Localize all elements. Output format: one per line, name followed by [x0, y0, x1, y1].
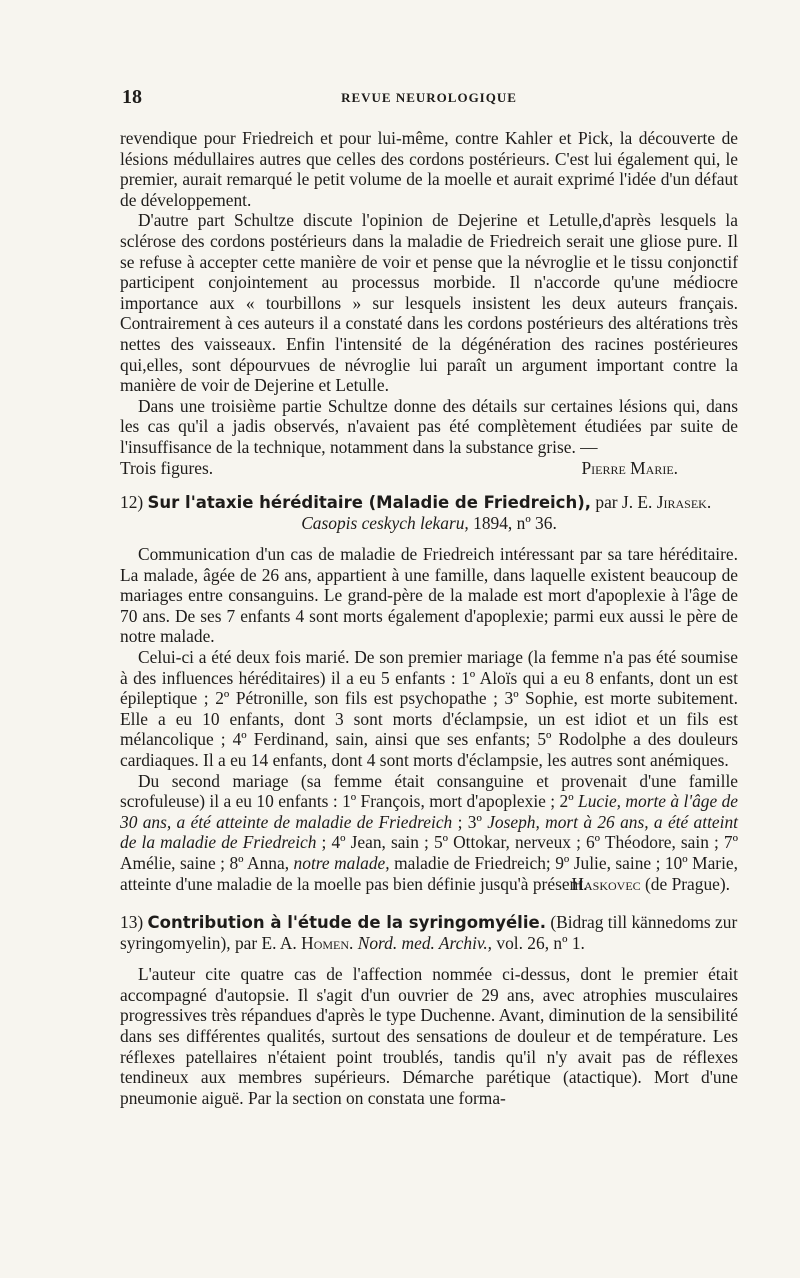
review-author: Homen. [301, 933, 354, 954]
journal-name: Casopis ceskych lekaru, [301, 513, 469, 534]
running-head [120, 86, 738, 114]
journal-name: Nord. med. Archiv., [357, 933, 493, 954]
review-number: 12) [120, 492, 144, 513]
paragraph: L'auteur cite quatre cas de l'affection nommée ci-dessus, dont le premier était accompagné d'autopsie. Il s'agit d'un ouvrier de 29 ans, avec atrophies musculaires progressives très répandues d'après le type Duchenne. Avant, diminution de la sensibilité dans ses différentes qualités, surtout des sensations de douleur et de température. Les réflexes patellaires n'étaient point troublés, tandis qu'il n'y avait pas de réflexes tendineux aux membres supérieurs. Démarche parétique (atactique). Mort d'une pneumonie aiguë. Par la section on constata une forma- [120, 964, 738, 1108]
review-title: Contribution à l'étude de la syringomyélie. [147, 913, 546, 933]
review-11-continued [120, 128, 738, 478]
review-13 [120, 912, 738, 1108]
signature: Haskovec [571, 873, 641, 894]
text-run: ; 4º Jean, sain ; 5º Ottokar, nerveux ; 6º Théodore, sain ; 7º Amélie, saine ; 8º Anna, [120, 832, 738, 873]
review-heading [120, 912, 738, 954]
signature: Pierre Marie. [581, 457, 678, 478]
signature-line [120, 458, 738, 479]
text-run: ; 3º [457, 811, 482, 832]
paragraph: Dans une troisième partie Schultze donne des détails sur certaines lésions qui, dans les cas qu'il a jadis observés, n'avaient pas été complètement étudiées par suite de l'insuffisance de la technique, notamment dans la substance grise. — [120, 395, 738, 457]
paragraph: Communication d'un cas de maladie de Friedreich intéressant par sa tare héréditaire. La malade, âgée de 26 ans, appartient à une famille, dans laquelle existent beaucoup de mariages entre consanguins. Le grand-père de la malade est mort d'apoplexie à l'âge de 70 ans. De ses 7 enfants 4 sont morts également d'apoplexie; parmi eux aussi le père de notre malade. [120, 544, 738, 647]
review-author: Jirasek. [656, 492, 712, 513]
signature-place: (de Prague). [645, 873, 730, 894]
journal-title: REVUE NEUROLOGIQUE [341, 90, 517, 105]
journal-ref: vol. 26, nº 1. [496, 933, 585, 954]
review-number: 13) [120, 912, 144, 933]
italic-run: notre malade, [293, 853, 390, 873]
italic-run: Joseph, mort à 26 ans, a été atteint de la maladie de Friedreich [120, 811, 738, 853]
text-run: maladie de Friedreich; 9º Julie, saine ; 10º Marie, atteinte d'une maladie de la moelle pas bien définie jusqu'à présent. [120, 853, 738, 894]
paragraph: Celui-ci a été deux fois marié. De son premier mariage (la femme n'a pas été soumise à des influences héréditaires) il a eu 5 enfants : 1º Aloïs qui a eu 8 enfants, dont un est épileptique ; 2º Pétronille, son fils est psychopathe ; 3º Sophie, est morte subitement. Elle a eu 10 enfants, dont 3 sont morts d'éclampsie, un est idiot et un fils est mélancolique ; 4º Ferdinand, sain, ainsi que ses enfants; 5º Rodolphe a des douleurs cardiaques. Il a eu 14 enfants, dont 4 sont morts d'éclampsie, les autres sont anémiques. [120, 647, 738, 771]
review-heading [120, 492, 738, 534]
journal-ref: 1894, nº 36. [473, 513, 557, 534]
italic-run: Lucie, morte à l'âge de 30 ans, a été atteinte de maladie de Friedreich [120, 791, 738, 832]
review-12 [120, 492, 738, 894]
review-title: Sur l'ataxie héréditaire (Maladie de Friedreich), [147, 493, 592, 513]
journal-citation [120, 513, 738, 534]
paragraph-end: Trois figures. [120, 457, 214, 478]
page-number: 18 [122, 86, 142, 108]
original-title: (Bidrag till kännedoms zur syringomyelin), par E. A. [120, 912, 738, 954]
paragraph: D'autre part Schultze discute l'opinion de Dejerine et Letulle,d'après lesquels la sclérose des cordons postérieurs dans la maladie de Friedreich serait une gliose pure. Il se refuse à accepter cette manière de voir et pense que la névroglie et le tissu conjonctif participent conjointement au processus morbide. Il n'accorde qu'une médiocre importance aux « tourbillons » sur lesquels insistent les deux auteurs français. Contrairement à ces auteurs il a constaté dans les cordons postérieurs des altérations très nettes des vaisseaux. Enfin l'intensité de la dégénération des racines postérieures qui,elles, sont dépourvues de névroglie lui paraît un argument important contre la manière de voir de Dejerine et Letulle. [120, 210, 738, 396]
paragraph: revendique pour Friedreich et pour lui-même, contre Kahler et Pick, la découverte de lésions médullaires autres que celles des cordons postérieurs. C'est lui également qui, le premier, aurait remarqué le petit volume de la moelle et aurait exprimé l'idée d'un défaut de développement. [120, 128, 738, 210]
author-prefix: par J. E. [595, 492, 653, 513]
text-run: Du second mariage (sa femme était consanguine et provenait d'une famille scrofuleuse) il a eu 10 enfants : 1º François, mort d'apoplexie ; 2º [120, 770, 738, 812]
